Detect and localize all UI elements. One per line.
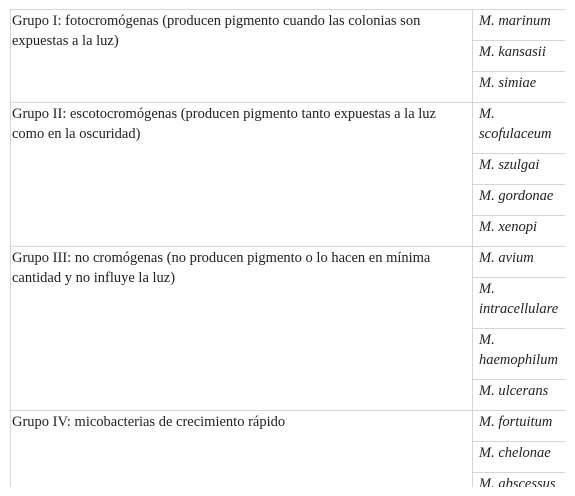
species-cell: M. marinum xyxy=(473,10,566,41)
table-row xyxy=(11,247,566,278)
mycobacteria-classification-table xyxy=(10,9,565,487)
species-cell: M. fortuitum xyxy=(473,411,566,442)
group-description-cell: Grupo II: escotocromógenas (producen pigmento tanto expuestas a la luz como en la oscuridad) xyxy=(11,103,473,247)
table-row xyxy=(11,10,566,41)
table-body xyxy=(11,10,566,488)
group-description-cell: Grupo I: fotocromógenas (producen pigmento cuando las colonias son expuestas a la luz) xyxy=(11,10,473,103)
mycobacteria-classification-table-container xyxy=(10,9,565,487)
species-cell: M. haemophilum xyxy=(473,329,566,380)
group-description-cell: Grupo III: no cromógenas (no producen pigmento o lo hacen en mínima cantidad y no influye la luz) xyxy=(11,247,473,411)
species-cell: M. intracellulare xyxy=(473,278,566,329)
species-cell: M. abscessus xyxy=(473,473,566,488)
species-cell: M. xenopi xyxy=(473,216,566,247)
table-row xyxy=(11,103,566,154)
species-cell: M. avium xyxy=(473,247,566,278)
table-row xyxy=(11,411,566,442)
group-description-cell: Grupo IV: micobacterias de crecimiento rápido xyxy=(11,411,473,488)
species-cell: M. gordonae xyxy=(473,185,566,216)
species-cell: M. ulcerans xyxy=(473,380,566,411)
species-cell: M. simiae xyxy=(473,72,566,103)
species-cell: M. chelonae xyxy=(473,442,566,473)
species-cell: M. szulgai xyxy=(473,154,566,185)
species-cell: M. scofulaceum xyxy=(473,103,566,154)
species-cell: M. kansasii xyxy=(473,41,566,72)
